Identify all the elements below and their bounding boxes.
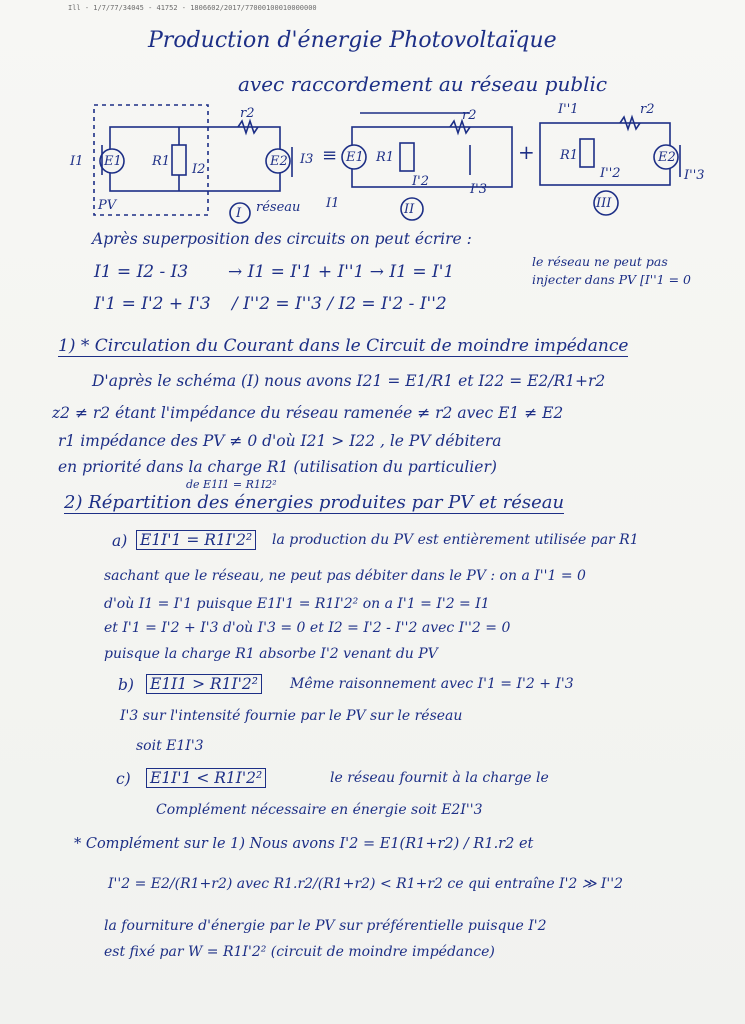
case-c-line-1: le réseau fournit à la charge le xyxy=(330,770,549,786)
sec1-line-3: r1 impédance des PV ≠ 0 d'où I21 > I22 , le PV débitera xyxy=(58,432,502,450)
sec1-line-1: D'après le schéma (I) nous avons I21 = E1/R1 et I22 = E2/R1+r2 xyxy=(92,372,606,390)
sec1-line-4: en priorité dans la charge R1 (utilisation du particulier) xyxy=(58,458,497,476)
label-e2: E2 xyxy=(270,154,288,169)
section-2-title: 2) Répartition des énergies produites par PV et réseau xyxy=(64,492,565,513)
label-r1-ii: R1 xyxy=(376,150,395,165)
case-a-line-1: la production du PV est entièrement utilisée par R1 xyxy=(272,532,639,548)
case-b-line-3: soit E1I'3 xyxy=(136,738,204,754)
fax-header: Ill - 1/7/77/34045 - 41752 - 1806602/2017/77000100010000000 xyxy=(68,4,317,12)
label-circuit-1: I xyxy=(236,206,242,221)
case-c-line-2: Complément nécessaire en énergie soit E2I''3 xyxy=(156,802,483,818)
title-line-1: Production d'énergie Photovoltaïque xyxy=(148,28,557,53)
case-b-label: b) xyxy=(118,676,134,694)
sec3-line-4: est fixé par W = R1I'2² (circuit de moindre impédance) xyxy=(104,944,495,960)
case-a-line-3: d'où I1 = I'1 puisque E1I'1 = R1I'2² on a I'1 = I'2 = I1 xyxy=(104,596,490,612)
case-a-line-4: et I'1 = I'2 + I'3 d'où I'3 = 0 et I2 = I'2 - I''2 avec I''2 = 0 xyxy=(104,620,511,636)
label-i1: I1 xyxy=(70,154,84,169)
case-a-line-5: puisque la charge R1 absorbe I'2 venant du PV xyxy=(104,646,438,662)
label-equiv: ≡ xyxy=(322,145,338,166)
label-circuit-3: III xyxy=(596,196,612,211)
label-r1-iii: R1 xyxy=(560,148,579,163)
sec3-line-3: la fourniture d'énergie par le PV sur préférentielle puisque I'2 xyxy=(104,918,547,934)
label-e2-iii: E2 xyxy=(658,150,676,165)
section-1-title: 1) * Circulation du Courant dans le Circuit de moindre impédance xyxy=(58,336,629,356)
label-i3: I3 xyxy=(300,152,314,167)
sec3-line-1: * Complément sur le 1) Nous avons I'2 = E1(R1+r2) / R1.r2 et xyxy=(74,836,534,852)
note-2: injecter dans PV [I''1 = 0 xyxy=(532,272,692,287)
label-circuit-2: II xyxy=(404,202,415,217)
label-pv: PV xyxy=(98,198,117,213)
label-i3p: I'3 xyxy=(470,182,487,197)
label-i3pp: I''3 xyxy=(684,168,705,183)
case-c-label: c) xyxy=(116,770,131,788)
case-a-box: E1I'1 = R1I'2² xyxy=(136,530,256,550)
label-i1pp: I''1 xyxy=(558,102,579,117)
label-plus: + xyxy=(518,140,535,164)
sec1-line-5: de E1I1 = R1I2² xyxy=(186,478,277,491)
label-r2: r2 xyxy=(240,106,255,121)
case-a-line-2: sachant que le réseau, ne peut pas débiter dans le PV : on a I''1 = 0 xyxy=(104,568,586,584)
label-i2p: I'2 xyxy=(412,174,429,189)
label-i2: I2 xyxy=(192,162,206,177)
label-e1: E1 xyxy=(104,154,122,169)
intro-line: Après superposition des circuits on peut écrire : xyxy=(92,230,472,248)
title-line-2: avec raccordement au réseau public xyxy=(238,72,608,96)
label-r1: R1 xyxy=(152,154,171,169)
sec3-line-2: I''2 = E2/(R1+r2) avec R1.r2/(R1+r2) < R1+r2 ce qui entraîne I'2 ≫ I''2 xyxy=(108,876,624,892)
label-i1-ii: I1 xyxy=(326,196,340,211)
case-a-label: a) xyxy=(112,532,128,550)
eq-1b: → I1 = I'1 + I''1 → I1 = I'1 xyxy=(228,262,455,282)
eq-1: I1 = I2 - I3 xyxy=(94,262,189,282)
sec1-line-2: z2 ≠ r2 étant l'impédance du réseau ramenée ≠ r2 avec E1 ≠ E2 xyxy=(52,404,564,422)
case-b-box: E1I1 > R1I'2² xyxy=(146,674,262,694)
note-1: le réseau ne peut pas xyxy=(532,254,668,269)
eq-2: I'1 = I'2 + I'3 xyxy=(94,294,211,314)
case-b-line-1: Même raisonnement avec I'1 = I'2 + I'3 xyxy=(290,676,574,692)
label-reseau: réseau xyxy=(256,200,301,215)
label-e1-ii: E1 xyxy=(346,150,364,165)
case-c-box: E1I'1 < R1I'2² xyxy=(146,768,266,788)
circuit-diagram xyxy=(60,95,720,235)
label-r2-ii: r2 xyxy=(462,108,477,123)
case-b-line-2: I'3 sur l'intensité fournie par le PV sur le réseau xyxy=(120,708,463,724)
label-r2-iii: r2 xyxy=(640,102,655,117)
eq-2b: / I''2 = I''3 / I2 = I'2 - I''2 xyxy=(232,294,447,314)
label-i2pp: I''2 xyxy=(600,166,621,181)
